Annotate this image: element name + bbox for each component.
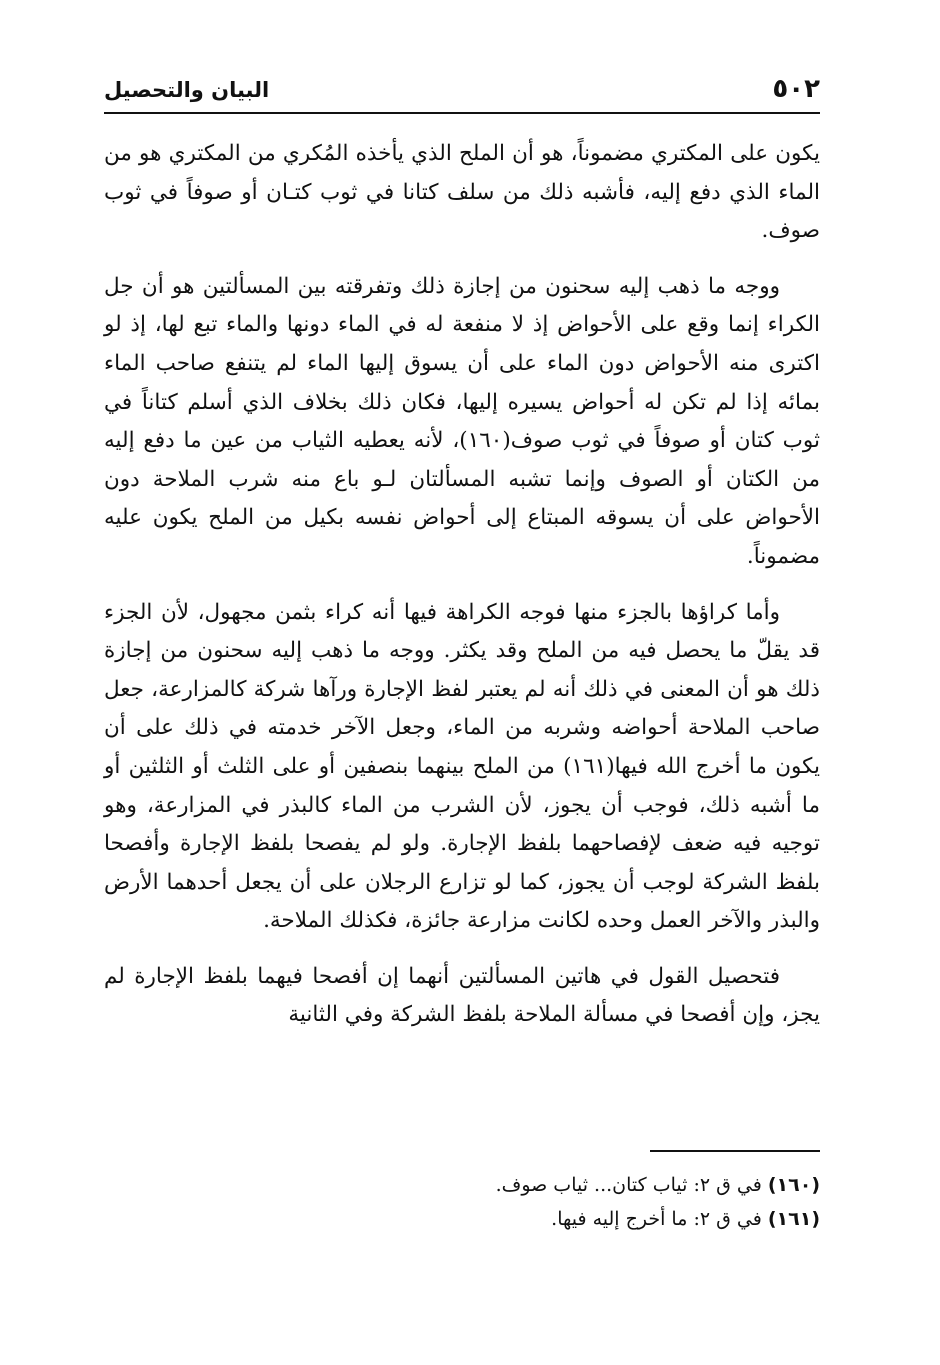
running-title: البيان والتحصيل xyxy=(104,78,270,102)
footnote-separator xyxy=(650,1150,820,1152)
page-header xyxy=(104,72,820,110)
footnote-161 xyxy=(300,1202,820,1236)
footnote-text: في ق ٢: ثياب كتان... ثياب صوف. xyxy=(495,1174,762,1196)
footnote-number: (١٦٠) xyxy=(767,1174,820,1196)
main-text xyxy=(104,135,820,1052)
paragraph-4: فتحصيل القول في هاتين المسألتين أنهما إن أفصحا فيهما بلفظ الإجارة لم يجز، وإن أفصحا في مسألة الملاحة بلفظ الشركة وفي الثانية xyxy=(104,963,820,1028)
paragraph-2: ووجه ما ذهب إليه سحنون من إجازة ذلك وتفرقته بين المسألتين هو أن جل الكراء إنما وقع على الأحواض إذ لا منفعة له في الماء دونها والماء تبع لها، إذ لو اكترى منه الأحواض دون الماء على أن يسوق إليها الماء لم يتنفع صاحب الماء بمائه إذا لم تكن له أحواض يسيره إليها، فكان ذلك بخلاف الذي أسلم كتاناً في ثوب كتان أو صوفاً في ثوب صوف(١٦٠)، لأنه يعطيه الثياب من عين ما دفع إليه من الكتان أو الصوف وإنما تشبه المسألتان لـو باع منه شرب الملاحة دون الأحواض على أن يسوقه المبتاع إلى أحواض نفسه بكيل من الملح يكون عليه مضموناً. xyxy=(104,273,820,569)
paragraph-1: يكون على المكتري مضموناً، هو أن الملح الذي يأخذه المُكري من المكتري هو من الماء الذي دفع إليه، فأشبه ذلك من سلف كتانا في ثوب كتـان أو صوفاً في ثوب صوف. xyxy=(104,141,820,244)
footnotes xyxy=(300,1168,820,1236)
footnote-160 xyxy=(300,1168,820,1202)
header-rule xyxy=(104,112,820,114)
footnote-text: في ق ٢: ما أخرج إليه فيها. xyxy=(551,1208,762,1230)
page-number: ٥٠٢ xyxy=(772,74,820,104)
footnote-number: (١٦١) xyxy=(767,1208,820,1230)
paragraph-3: وأما كراؤها بالجزء منها فوجه الكراهة فيها أنه كراء بثمن مجهول، لأن الجزء قد يقلّ ما يحصل فيه من الملح وقد يكثر. ووجه ما ذهب إليه سحنون من إجازة ذلك هو أن المعنى في ذلك أنه لم يعتبر لفظ الإجارة ورآها شركة كالمزارعة، جعل صاحب الملاحة أحواضه وشربه من الماء، وجعل الآخر خدمته في ذلك على أن يكون ما أخرج الله فيها(١٦١) من الملح بينهما بنصفين أو على الثلث أو الثلثين أو ما أشبه ذلك، فوجب أن يجوز، لأن الشرب من الماء كالبذر في المزارعة، وهو توجيه فيه ضعف لإفصاحهما بلفظ الإجارة. ولو لم يفصحا بلفظ الإجارة وأفصحا بلفظ الشركة لوجب أن يجوز، كما لو تزارع الرجلان على أن يجعل أحدهما الأرض والبذر والآخر العمل وحده لكانت مزارعة جائزة، فكذلك الملاحة. xyxy=(104,599,820,934)
